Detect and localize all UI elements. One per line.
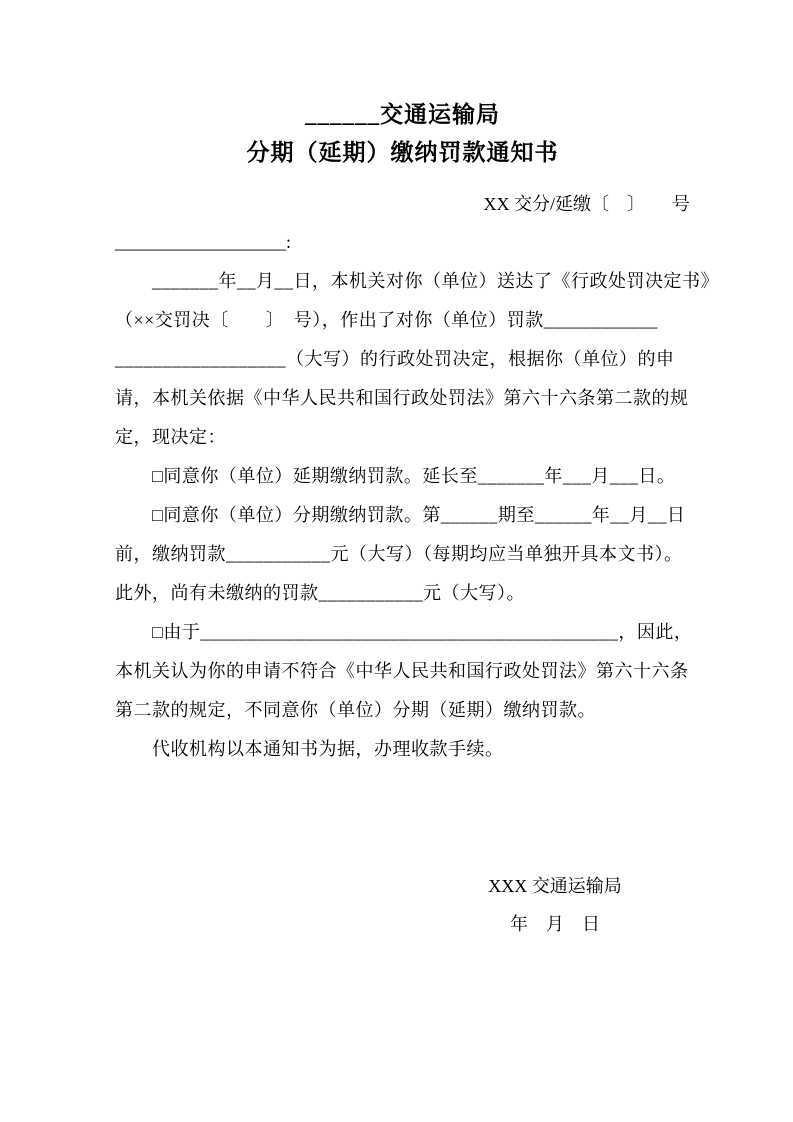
document-title <box>115 96 690 134</box>
body-line-fine-amount: __________________（大写）的行政处罚决定，根据你（单位）的申 <box>115 349 675 369</box>
checkbox-icon: □ <box>152 505 164 525</box>
doc-number: XX 交分/延缴〔 〕 号 <box>483 194 690 214</box>
checkbox-icon: □ <box>152 622 164 642</box>
option-rejection-text: 由于____________________________________________，因此， <box>163 622 693 642</box>
body-line-decision-intro: 定，现决定： <box>115 427 226 447</box>
option-deferred-payment <box>115 457 690 496</box>
body-line-rejection-conclusion: 第二款的规定，不同意你（单位）分期（延期）缴纳罚款。 <box>115 700 596 720</box>
signature-block <box>420 867 690 943</box>
body-line-rejection-basis: 本机关认为你的申请不符合《中华人民共和国行政处罚法》第六十六条 <box>115 661 689 681</box>
body-line-delivery-date: _______年__月__日，本机关对你（单位）送达了《行政处罚决定书》 <box>115 271 719 291</box>
option-installment-text: 同意你（单位）分期缴纳罚款。第______期至______年__月__日 <box>163 505 686 525</box>
signature-org: XXX 交通运输局 <box>488 876 622 896</box>
body-line-decision-number: （××交罚决〔 〕 号），作出了对你（单位）罚款____________ <box>115 310 658 330</box>
option-rejection <box>115 613 693 652</box>
body-line-legal-basis: 请，本机关依据《中华人民共和国行政处罚法》第六十六条第二款的规 <box>115 388 689 408</box>
indent <box>115 622 152 642</box>
document-subtitle: 分期（延期）缴纳罚款通知书 <box>246 140 559 165</box>
option-deferred-text: 同意你（单位）延期缴纳罚款。延长至_______年___月___日。 <box>163 466 676 486</box>
option-installment-payment <box>115 496 690 535</box>
signature-date: 年 月 日 <box>510 914 600 934</box>
document-body <box>115 262 719 769</box>
title-blank-underline: ______ <box>305 102 380 127</box>
checkbox-icon: □ <box>152 466 164 486</box>
body-line-unpaid-amount: 此外，尚有未缴纳的罚款___________元（大写）。 <box>115 583 525 603</box>
indent <box>115 505 152 525</box>
body-line-installment-amount: 前，缴纳罚款___________元（大写）（每期均应当单独开具本文书）。 <box>115 544 683 564</box>
title-org-name: 交通运输局 <box>380 102 500 127</box>
body-line-collection-agency: 代收机构以本通知书为据，办理收款手续。 <box>115 739 504 759</box>
addressee-line: ___________________: <box>115 232 292 252</box>
indent <box>115 466 152 486</box>
